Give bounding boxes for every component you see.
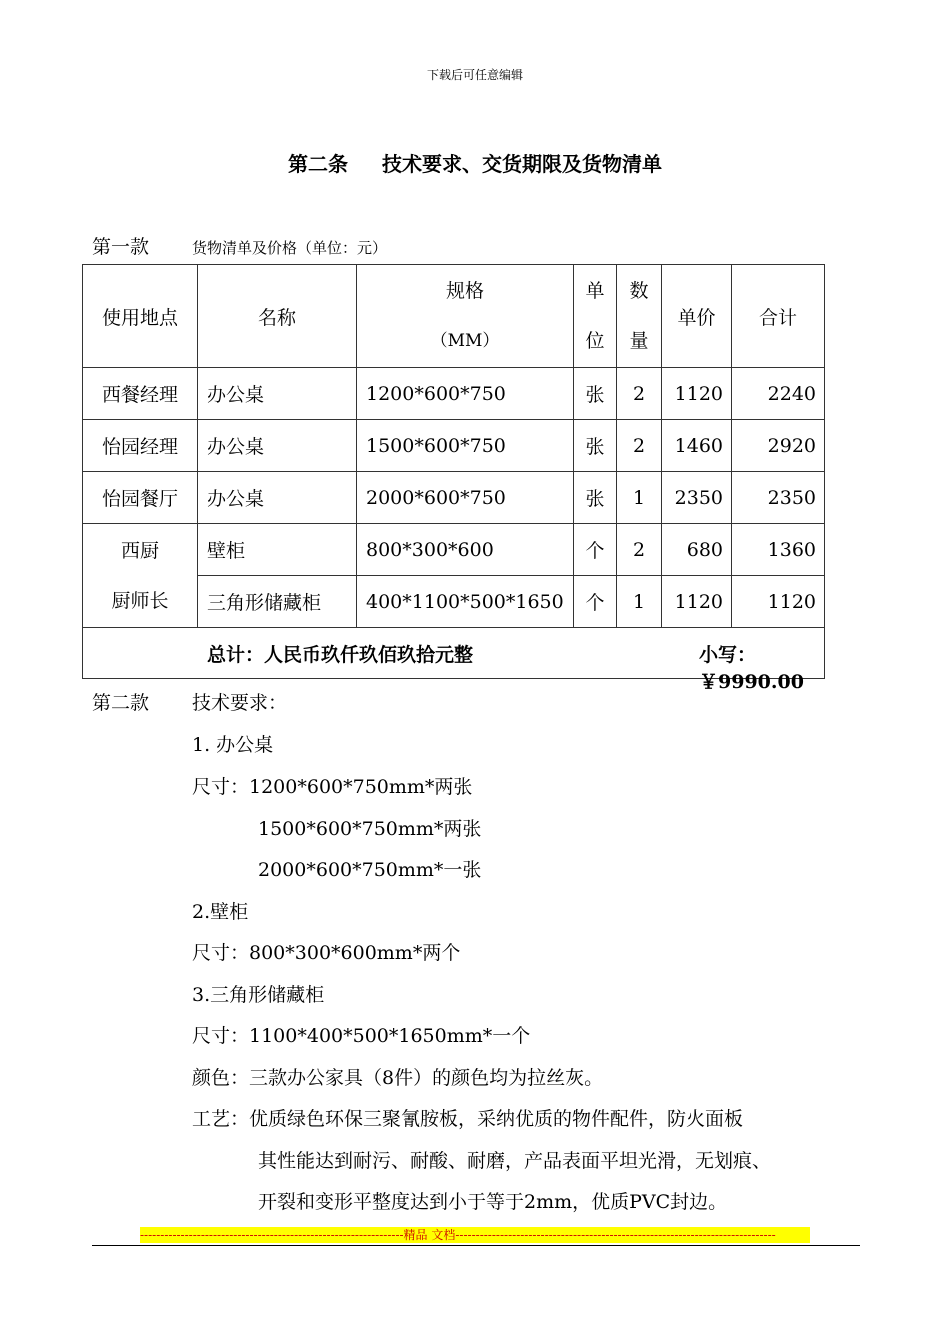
header-qty-line2: 量 [629,330,649,352]
grand-total-cell [83,628,825,693]
footer-banner: -----------------------------------------------------------------精品 文档------------------------------------------------------------------------------- [140,1227,810,1243]
table-row [83,420,825,472]
req-line: 1. 办公桌 [192,734,274,756]
req-line: 3.三角形储藏柜 [192,984,325,1006]
page-title [0,148,950,177]
cell-spec: 400*1100*500*1650 [357,576,574,628]
req-line: 尺寸：1200*600*750mm*两张 [192,776,473,798]
cell-price: 1120 [662,368,732,420]
cell-location: 西餐经理 [83,368,198,420]
cell-qty: 2 [617,368,662,420]
cell-unit: 张 [574,420,617,472]
req-line: 2.壁柜 [192,901,249,923]
cell-location-line2: 厨师长 [111,589,169,612]
grand-total-words: 总计：人民币玖仟玖佰玖拾元整 [207,644,474,666]
cell-location-line1: 西厨 [120,539,159,562]
table-row [83,472,825,524]
cell-price: 1460 [662,420,732,472]
header-qty-line1: 数 [629,280,649,302]
cell-price: 2350 [662,472,732,524]
cell-name: 办公桌 [198,420,357,472]
cell-total: 2240 [732,368,825,420]
cell-name: 办公桌 [198,368,357,420]
req-line: 工艺：优质绿色环保三聚氰胺板，采纳优质的物件配件，防火面板 [192,1108,744,1130]
header-qty [617,265,662,368]
header-unit [574,265,617,368]
title-subject: 技术要求、交货期限及货物清单 [382,152,662,176]
cell-total: 1120 [732,576,825,628]
cell-unit: 张 [574,472,617,524]
section1-desc: 货物清单及价格（单位：元） [192,239,388,257]
cell-name: 三角形储藏柜 [198,576,357,628]
req-line: 尺寸：800*300*600mm*两个 [192,942,461,964]
cell-qty: 1 [617,576,662,628]
footer-rule [92,1245,860,1246]
grand-total-figure: 小写：￥9990.00 [699,644,804,693]
req-line: 2000*600*750mm*一张 [258,859,482,881]
cell-price: 680 [662,524,732,576]
req-line: 尺寸：1100*400*500*1650mm*一个 [192,1025,531,1047]
cell-name: 壁柜 [198,524,357,576]
cell-qty: 1 [617,472,662,524]
cell-unit: 个 [574,576,617,628]
section2-label: 第二款 [92,692,150,714]
grand-total-row [83,628,825,679]
title-article: 第二条 [288,152,348,176]
cell-unit: 个 [574,524,617,576]
header-name: 名称 [198,265,357,368]
header-price: 单价 [662,265,732,368]
header-unit-line1: 单 [585,280,605,302]
req-line: 其性能达到耐污、耐酸、耐磨，产品表面平坦光滑，无划痕、 [258,1150,772,1172]
cell-spec: 2000*600*750 [357,472,574,524]
header-unit-line2: 位 [585,330,605,352]
cell-total: 2920 [732,420,825,472]
cell-qty: 2 [617,524,662,576]
cell-location: 怡园经理 [83,420,198,472]
cell-total: 1360 [732,524,825,576]
table-header-row [83,265,825,368]
header-note: 下载后可任意编辑 [426,68,523,82]
header-total: 合计 [732,265,825,368]
cell-spec: 1500*600*750 [357,420,574,472]
req-line: 1500*600*750mm*两张 [258,818,482,840]
req-line: 颜色：三款办公家具（8件）的颜色均为拉丝灰。 [192,1067,604,1089]
cell-spec: 800*300*600 [357,524,574,576]
cell-name: 办公桌 [198,472,357,524]
cell-location: 怡园餐厅 [83,472,198,524]
cell-price: 1120 [662,576,732,628]
header-spec [357,265,574,368]
cell-total: 2350 [732,472,825,524]
header-spec-line1: 规格 [445,280,484,302]
section1-label: 第一款 [92,236,150,258]
req-line: 开裂和变形平整度达到小于等于2mm，优质PVC封边。 [258,1191,728,1213]
header-spec-line2: （MM） [430,331,500,351]
table-row [83,524,825,576]
section2-heading: 技术要求： [192,692,288,714]
cell-unit: 张 [574,368,617,420]
header-location: 使用地点 [83,265,198,368]
goods-table [82,264,825,693]
cell-qty: 2 [617,420,662,472]
cell-spec: 1200*600*750 [357,368,574,420]
cell-location [83,524,198,628]
table-row [83,368,825,420]
